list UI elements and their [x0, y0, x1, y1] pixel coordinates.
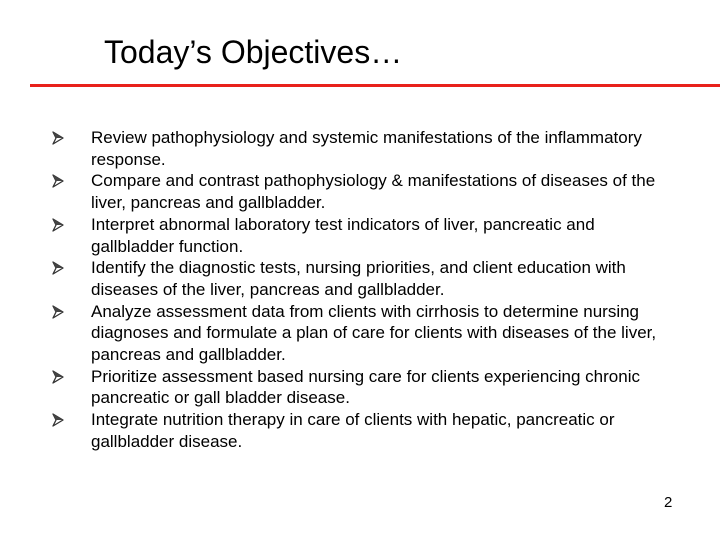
bullet-text: Prioritize assessment based nursing care for clients experiencing chronic pancreatic or gall bladder disease. — [91, 366, 640, 408]
slide-title: Today’s Objectives… — [104, 34, 403, 70]
objectives-list — [0, 127, 720, 453]
page-number: 2 — [664, 494, 673, 511]
bullet-text: Analyze assessment data from clients with cirrhosis to determine nursing diagnoses and formulate a plan of care for clients with diseases of the liver, pancreas and gallbladder. — [91, 301, 657, 365]
list-item — [0, 214, 677, 257]
list-item — [0, 127, 677, 170]
bullet-text: Interpret abnormal laboratory test indicators of liver, pancreatic and gallbladder function. — [91, 214, 595, 256]
arrowhead-bullet-icon — [50, 217, 66, 233]
title-divider — [30, 84, 720, 87]
bullet-text: Review pathophysiology and systemic manifestations of the inflammatory response. — [91, 128, 642, 169]
arrowhead-bullet-icon — [50, 412, 66, 428]
bullet-text: Identify the diagnostic tests, nursing priorities, and client education with diseases of the liver, pancreas and gallbladder. — [91, 258, 626, 299]
arrowhead-bullet-icon — [50, 304, 66, 320]
list-item — [0, 409, 677, 452]
arrowhead-bullet-icon — [50, 369, 66, 385]
arrowhead-bullet-icon — [50, 173, 66, 189]
list-item — [0, 366, 677, 409]
arrowhead-bullet-icon — [50, 260, 66, 276]
list-item — [0, 257, 677, 300]
bullet-text: Compare and contrast pathophysiology & manifestations of diseases of the liver, pancreas and gallbladder. — [91, 171, 656, 213]
arrowhead-bullet-icon — [50, 130, 66, 146]
list-item — [0, 301, 677, 366]
list-item — [0, 170, 677, 213]
bullet-text: Integrate nutrition therapy in care of clients with hepatic, pancreatic or gallbladder disease. — [91, 410, 615, 451]
